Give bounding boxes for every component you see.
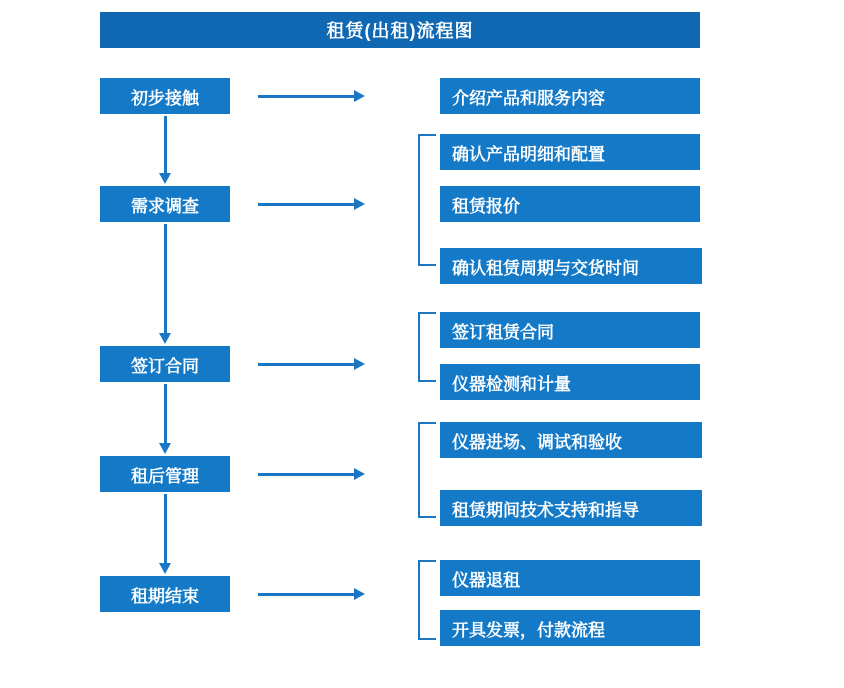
- detail-node-5-2-label: 开具发票，付款流程: [452, 620, 605, 640]
- horizontal-arrow-1: [258, 90, 366, 102]
- stage-node-3-label: 签订合同: [131, 356, 199, 376]
- detail-node-2-3-label: 确认租赁周期与交货时间: [452, 258, 639, 278]
- horizontal-arrow-5: [258, 588, 366, 600]
- stage-node-2[interactable]: [100, 186, 230, 222]
- detail-node-1-1[interactable]: [440, 78, 700, 114]
- detail-node-5-1-label: 仪器退租: [452, 570, 520, 590]
- detail-node-5-1[interactable]: [440, 560, 700, 596]
- horizontal-arrow-4: [258, 468, 366, 480]
- horizontal-arrow-3: [258, 358, 366, 370]
- vertical-arrow-3-4: [159, 384, 171, 454]
- detail-node-4-1[interactable]: [440, 422, 702, 458]
- detail-node-2-2[interactable]: [440, 186, 700, 222]
- detail-node-3-2-label: 仪器检测和计量: [452, 374, 571, 394]
- vertical-arrow-4-5: [159, 494, 171, 574]
- detail-node-2-1[interactable]: [440, 134, 700, 170]
- group-bracket-4: [418, 422, 436, 518]
- stage-node-3[interactable]: [100, 346, 230, 382]
- detail-node-2-1-label: 确认产品明细和配置: [452, 144, 605, 164]
- detail-node-4-1-label: 仪器进场、调试和验收: [452, 432, 622, 452]
- stage-node-4[interactable]: [100, 456, 230, 492]
- vertical-arrow-2-3: [159, 224, 171, 344]
- detail-node-3-2[interactable]: [440, 364, 700, 400]
- stage-node-5[interactable]: [100, 576, 230, 612]
- stage-node-2-label: 需求调查: [131, 196, 199, 216]
- stage-node-4-label: 租后管理: [131, 466, 199, 486]
- group-bracket-5: [418, 560, 436, 640]
- detail-node-3-1[interactable]: [440, 312, 700, 348]
- detail-node-2-3[interactable]: [440, 248, 702, 284]
- detail-node-2-2-label: 租赁报价: [452, 196, 520, 216]
- detail-node-5-2[interactable]: [440, 610, 700, 646]
- vertical-arrow-1-2: [159, 116, 171, 184]
- detail-node-4-2-label: 租赁期间技术支持和指导: [452, 500, 639, 520]
- horizontal-arrow-2: [258, 198, 366, 210]
- stage-node-1-label: 初步接触: [131, 88, 199, 108]
- stage-node-1[interactable]: [100, 78, 230, 114]
- detail-node-4-2[interactable]: [440, 490, 702, 526]
- stage-node-5-label: 租期结束: [131, 586, 199, 606]
- detail-node-1-1-label: 介绍产品和服务内容: [452, 88, 605, 108]
- group-bracket-2: [418, 134, 436, 266]
- page-title: 租赁(出租)流程图: [100, 12, 700, 48]
- group-bracket-3: [418, 312, 436, 382]
- detail-node-3-1-label: 签订租赁合同: [452, 322, 554, 342]
